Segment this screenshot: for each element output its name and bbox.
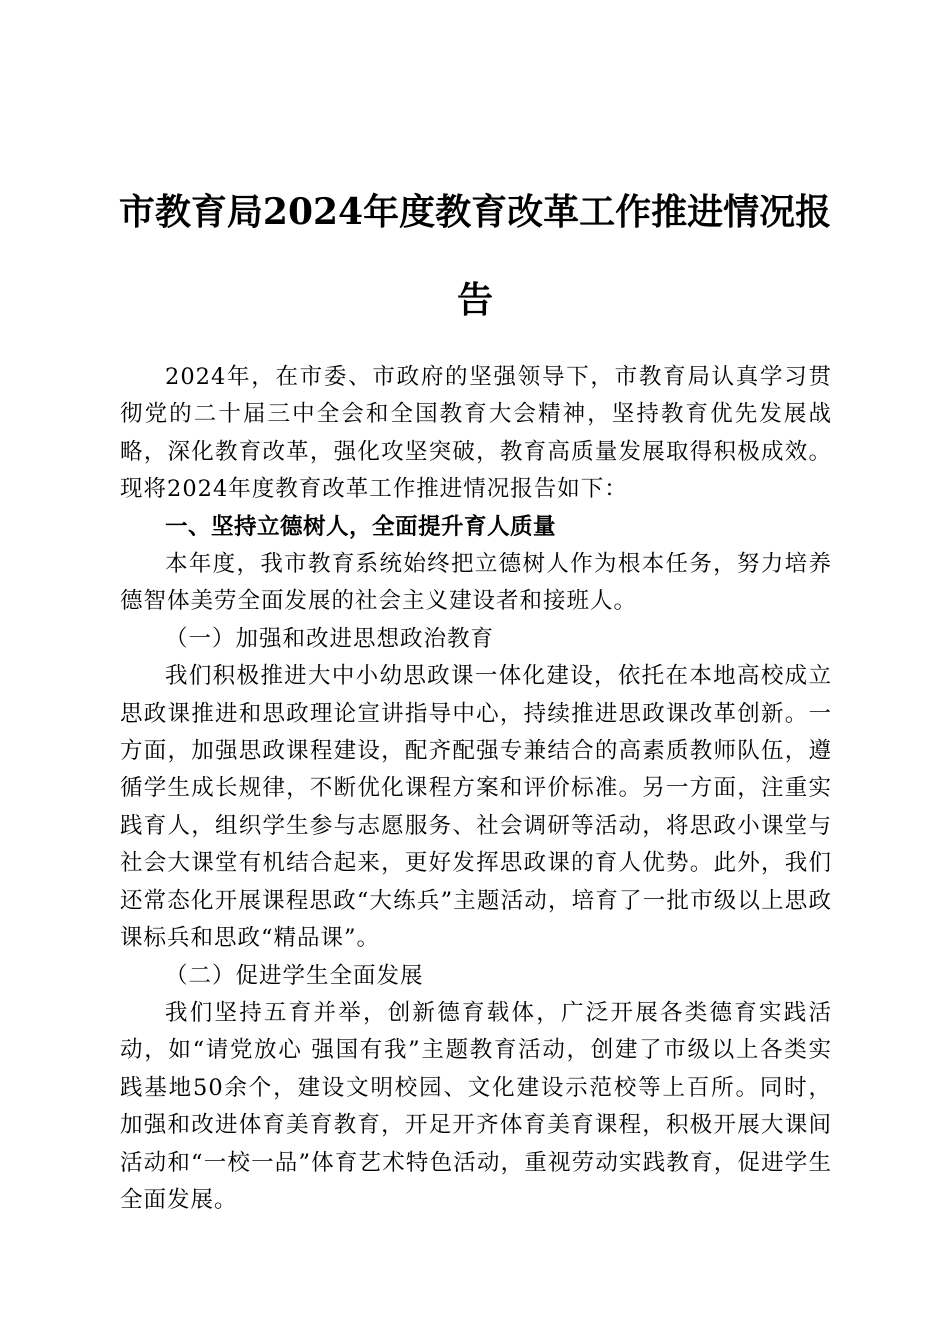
intro-paragraph: 2024年，在市委、市政府的坚强领导下，市教育局认真学习贯彻党的二十届三中全会和全国教育大会精神，坚持教育优先发展战略，深化教育改革，强化攻坚突破，教育高质量发展取得积极成效。现将2024年度教育改革工作推进情况报告如下： [120,364,832,503]
document-body [120,359,832,1219]
subsection-1-paragraph: 我们积极推进大中小幼思政课一体化建设，依托在本地高校成立思政课推进和思政理论宣讲指导中心，持续推进思政课改革创新。一方面，加强思政课程建设，配齐配强专兼结合的高素质教师队伍，遵循学生成长规律，不断优化课程方案和评价标准。另一方面，注重实践育人，组织学生参与志愿服务、社会调研等活动，将思政小课堂与社会大课堂有机结合起来，更好发挥思政课的育人优势。此外，我们还常态化开展课程思政“大练兵”主题活动，培育了一批市级以上思政课标兵和思政“精品课”。 [120,663,832,952]
section-1-paragraph: 本年度，我市教育系统始终把立德树人作为根本任务，努力培养德智体美劳全面发展的社会主义建设者和接班人。 [120,551,832,615]
subsection-heading-2: （二）促进学生全面发展 [165,962,424,989]
title-line-1: 市教育局2024年度教育改革工作推进情况报 [118,191,832,233]
title-line-2: 告 [456,279,493,321]
subsection-2-paragraph: 我们坚持五育并举，创新德育载体，广泛开展各类德育实践活动，如“请党放心 强国有我”主题教育活动，创建了市级以上各类实践基地50余个，建设文明校园、文化建设示范校等上百所。同时，加强和改进体育美育教育，开足开齐体育美育课程，积极开展大课间活动和“一校一品”体育艺术特色活动，重视劳动实践教育，促进学生全面发展。 [120,999,832,1213]
document-title [110,168,840,344]
section-heading-1: 一、坚持立德树人，全面提升育人质量 [165,513,557,540]
subsection-heading-1: （一）加强和改进思想政治教育 [165,625,495,652]
